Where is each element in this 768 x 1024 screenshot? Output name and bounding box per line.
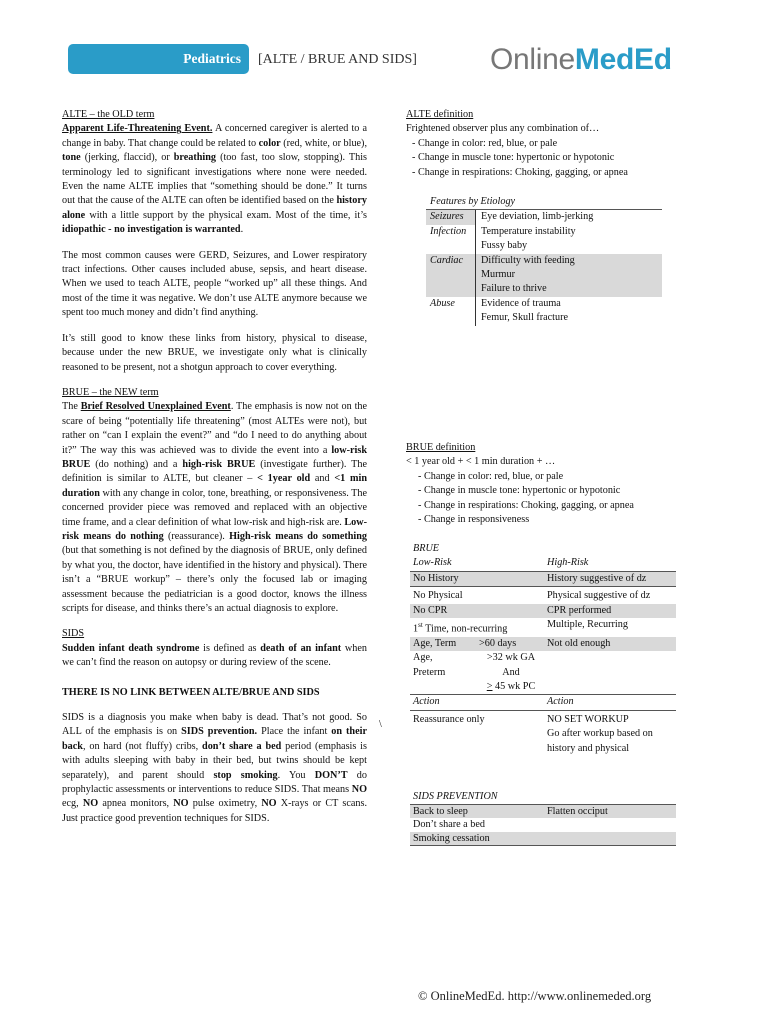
- sids-heading: SIDS: [62, 628, 85, 640]
- table-row: Cardiac Difficulty with feeding: [426, 254, 662, 268]
- sids-prevention-table: [410, 790, 676, 846]
- table-action-row: Action Action: [410, 695, 676, 710]
- sids-definition: Sudden infant death syndrome is defined as death of an infant when we can’t find the reason on autopsy or during review of the scene.: [62, 642, 367, 669]
- table-row: Smoking cessation: [410, 832, 676, 847]
- alte-definition-block: [406, 108, 676, 180]
- table-header-row: Low-Risk High-Risk: [410, 556, 676, 571]
- table-row: Reassurance only NO SET WORKUP Go after workup based on history and physical: [413, 713, 653, 754]
- brue-risk-table: [410, 542, 676, 756]
- no-link-statement: THERE IS NO LINK BETWEEN ALTE/BRUE AND SIDS: [62, 686, 320, 698]
- table-row: Age, Term >60 days Not old enough: [410, 637, 676, 651]
- footer-copyright: © OnlineMedEd. http://www.onlinemeded.org: [418, 989, 652, 1003]
- alte-old-paragraph-3: It’s still good to know these links from history, physical to disease, because under the new BRUE, we investigate only what is clinically reasoned to be present, not a shotgun approach to cover everything.: [62, 332, 367, 373]
- sids-prevention-title: SIDS PREVENTION: [413, 791, 498, 802]
- table-row: Failure to thrive: [426, 282, 662, 296]
- brue-def-item: - Change in color: red, blue, or pale: [418, 470, 564, 482]
- brue-new-paragraph: The Brief Resolved Unexplained Event. The emphasis is now not on the scare of being “potentially life threatening” (most ALTEs were not), but rather on “can I explain the event?” and “do I need to do anything about it?” The way this was achieved was to divide the event into a low-risk BRUE (do nothing) and a high-risk BRUE (investigate further). The definition is similar to ALTE, but cleaner – < 1year old and <1 min duration with any change in color, tone, breathing, or responsiveness. The concerned provider piece was removed and replaced with an objective time frame, and a clear definition of what low-risk and high-risk are. Low-risk means do nothing (reassurance). High-risk means do something (but that something is not defined by the diagnosis of BRUE, only defined by what you, the doctor, have identified in the history and physical). There isn’t a “BRUE workup” – there’s only the focused lab or imaging assessment because the pediatrician is a good doctor, knows the illness scripts for disease, and thinks there’s an actual diagnosis to explore.: [62, 401, 368, 614]
- stray-mark: \: [379, 719, 382, 730]
- brue-def-item: - Change in muscle tone: hypertonic or hypotonic: [418, 485, 621, 497]
- table-row: Don’t share a bed: [413, 819, 485, 831]
- table-row: 1st Time, non-recurring Multiple, Recurring: [413, 619, 628, 635]
- features-by-etiology-table: [426, 195, 662, 326]
- brue-def-item: - Change in responsiveness: [418, 514, 530, 526]
- table-row: Fussy baby: [426, 239, 662, 253]
- brue-new-heading: BRUE – the NEW term: [62, 386, 159, 398]
- brue-definition-block: [406, 441, 681, 527]
- alte-def-intro: Frightened observer plus any combination of…: [406, 123, 600, 135]
- table-row: No History History suggestive of dz: [410, 572, 676, 587]
- table-row: Back to sleep Flatten occiput: [410, 804, 676, 819]
- alte-old-heading: ALTE – the OLD term: [62, 109, 155, 120]
- features-title: Features by Etiology: [430, 196, 516, 207]
- table-row: Abuse Evidence of trauma: [426, 297, 662, 311]
- table-row: No Physical Physical suggestive of dz: [413, 590, 651, 602]
- brue-table-title: BRUE: [413, 543, 440, 554]
- brue-def-intro: < 1 year old + < 1 min duration + …: [406, 456, 556, 468]
- brue-def-item: - Change in respirations: Choking, gagging, or apnea: [418, 499, 634, 511]
- alte-old-paragraph-1: Apparent Life-Threatening Event. A concerned caregiver is alerted to a change in baby. That change could be related to color (red, white, or blue), tone (jerking, flaccid), or breathing (too fast, too slow, stopping). This terminology led to significant investigations where none were needed. Even the name ALTE implies that “something should be done.” It turns out that the cause of the ALTE can often be identified based on the history alone with a little support by the physical exam. Most of the time, it’s idiopathic - no investigation is warranted.: [62, 123, 367, 236]
- table-row: Seizures Eye deviation, limb-jerking: [426, 209, 662, 224]
- table-row: Murmur: [426, 268, 662, 282]
- alte-def-item: - Change in respirations: Choking, gagging, or apnea: [412, 166, 628, 178]
- alte-def-heading: ALTE definition: [406, 109, 474, 120]
- table-row: Femur, Skull fracture: [426, 311, 662, 325]
- section-pill: [68, 44, 249, 74]
- left-column: [62, 108, 367, 826]
- alte-old-paragraph-2: The most common causes were GERD, Seizures, and Lower respiratory tract infections. Other causes included abuse, sepsis, and heart disease. When we used to teach ALTE, people “worked up” all these things. And most of the time it was negative. We don’t use ALTE anymore because we spent too much money and didn’t find anything.: [62, 249, 367, 319]
- table-row: Infection Temperature instability: [426, 225, 662, 239]
- brue-def-heading: BRUE definition: [406, 442, 476, 453]
- sids-paragraph: SIDS is a diagnosis you make when baby is dead. That’s not good. So ALL of the emphasis is on SIDS prevention. Place the infant on their back, on hard (not fluffy) cribs, don’t share a bed period (emphasis is with adults sleeping with baby in their bed, but twins should be kept separately), and parent should stop smoking. You DON’T do prophylactic assessments or interventions to reduce SIDS. That means NO ecg, NO apnea monitors, NO pulse oximetry, NO X-rays or CT scans. Just practice good prevention techniques for SIDS.: [62, 712, 368, 824]
- section-label: Pediatrics: [183, 51, 241, 66]
- page-header: [68, 44, 758, 76]
- alte-def-item: - Change in color: red, blue, or pale: [412, 137, 558, 149]
- table-row: No CPR CPR performed: [410, 604, 676, 618]
- table-row: Age, Preterm >32 wk GA And > 45 wk PC: [410, 651, 676, 695]
- topic-title: [ALTE / BRUE AND SIDS]: [258, 52, 417, 67]
- alte-def-item: - Change in muscle tone: hypertonic or hypotonic: [412, 152, 615, 164]
- onlinemeded-logo: OnlineMedEd: [490, 43, 672, 76]
